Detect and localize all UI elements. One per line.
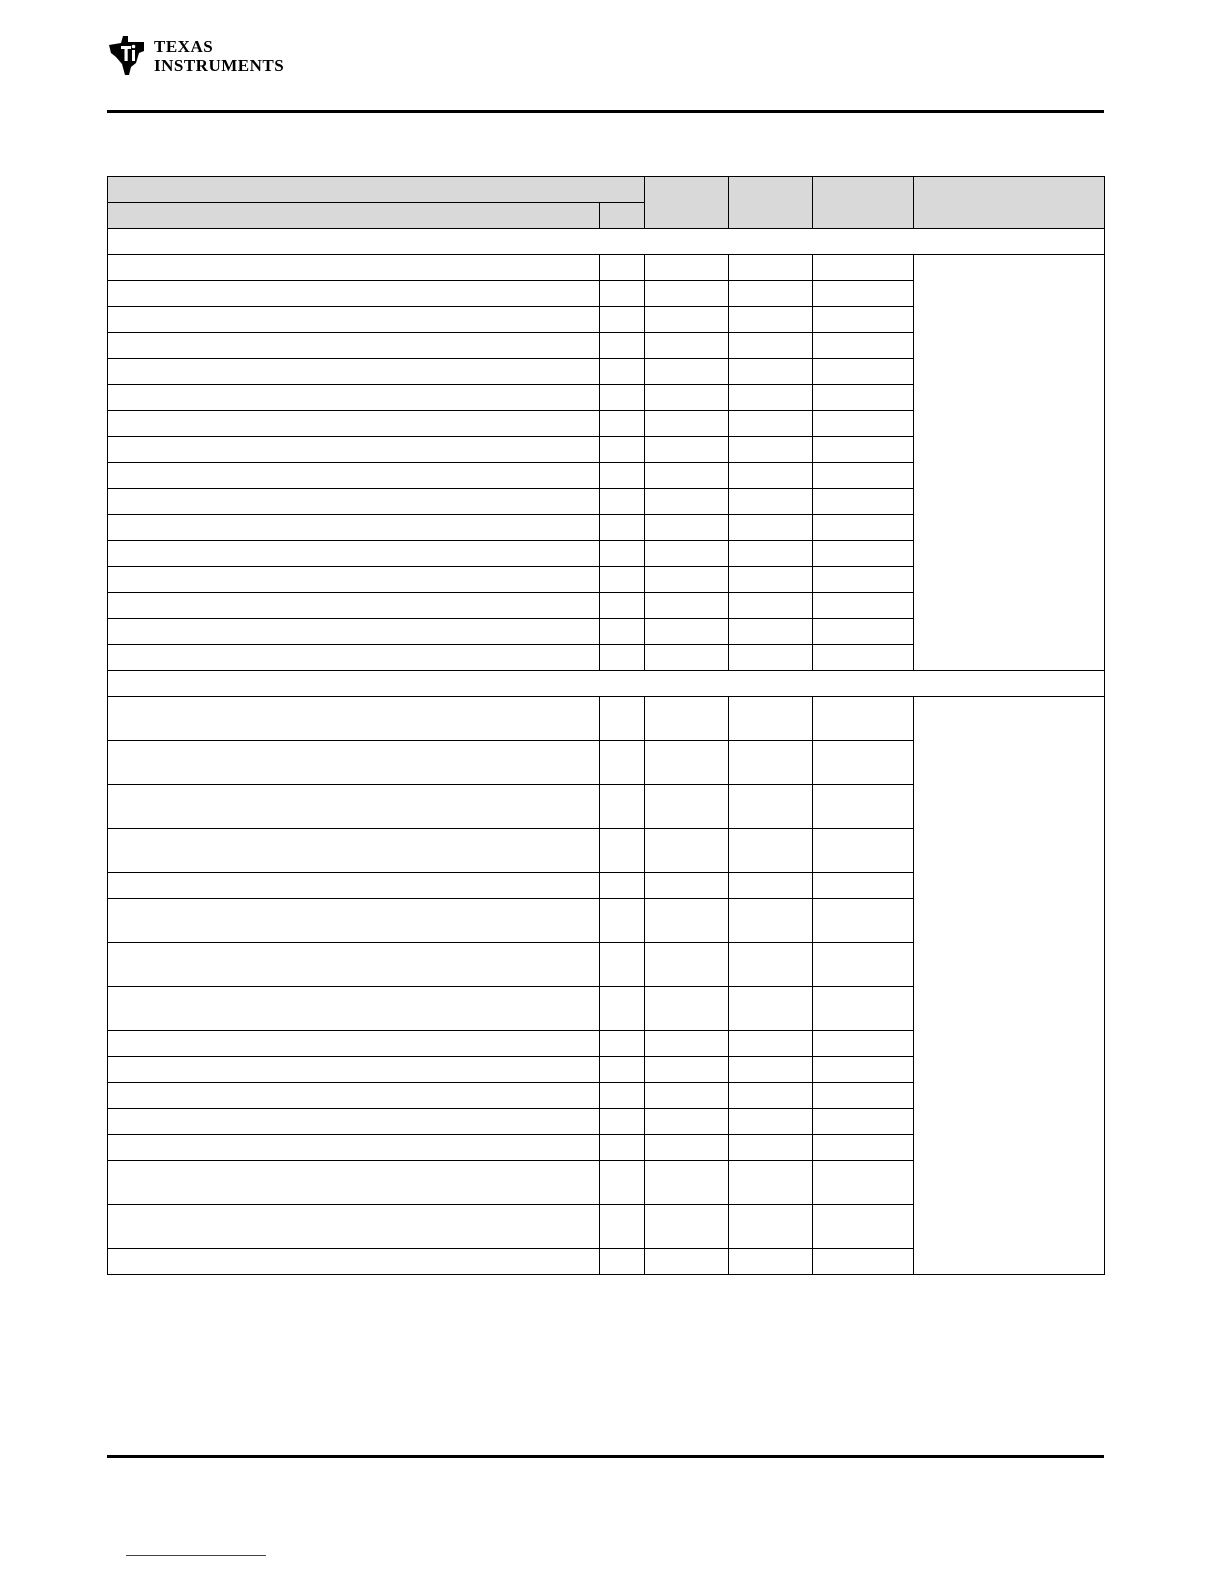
brand-line-2: INSTRUMENTS <box>154 56 285 75</box>
section-cell <box>108 229 1105 255</box>
table-cell <box>813 567 914 593</box>
table-cell <box>813 255 914 281</box>
table-cell <box>645 899 729 943</box>
section-cell <box>108 671 1105 697</box>
table-cell <box>645 1249 729 1275</box>
table-cell <box>729 1249 813 1275</box>
table-cell <box>108 437 600 463</box>
table-cell <box>729 873 813 899</box>
table-cell <box>600 333 645 359</box>
table-cell <box>600 1249 645 1275</box>
table-header-row <box>108 177 1105 203</box>
table-cell <box>729 1109 813 1135</box>
table-cell <box>600 1057 645 1083</box>
table-cell <box>645 1057 729 1083</box>
table-cell <box>108 697 600 741</box>
table-cell <box>729 1057 813 1083</box>
merged-cell <box>914 255 1105 671</box>
header-cell <box>729 177 813 229</box>
table-cell <box>600 943 645 987</box>
table-cell <box>729 1083 813 1109</box>
table-cell <box>813 1161 914 1205</box>
table-cell <box>600 1109 645 1135</box>
table-cell <box>645 489 729 515</box>
table-cell <box>729 385 813 411</box>
header-cell <box>645 177 729 229</box>
table-cell <box>108 411 600 437</box>
table-cell <box>645 359 729 385</box>
table-cell <box>813 307 914 333</box>
footer-link-underline[interactable] <box>126 1555 266 1556</box>
table-cell <box>108 873 600 899</box>
table-cell <box>729 541 813 567</box>
table-cell <box>108 515 600 541</box>
table-cell <box>813 785 914 829</box>
table-cell <box>600 741 645 785</box>
table-cell <box>600 645 645 671</box>
table-cell <box>813 987 914 1031</box>
table-cell <box>729 645 813 671</box>
table-cell <box>645 463 729 489</box>
table-cell <box>108 593 600 619</box>
table-cell <box>600 1205 645 1249</box>
table-cell <box>729 437 813 463</box>
header-cell <box>108 177 645 203</box>
table-cell <box>108 255 600 281</box>
header-cell <box>813 177 914 229</box>
table-cell <box>645 1109 729 1135</box>
table-cell <box>108 899 600 943</box>
header-cell <box>600 203 645 229</box>
table-cell <box>108 619 600 645</box>
table-cell <box>729 785 813 829</box>
table-cell <box>600 619 645 645</box>
table-cell <box>645 515 729 541</box>
table-cell <box>600 567 645 593</box>
table-cell <box>600 307 645 333</box>
table-cell <box>600 463 645 489</box>
table-cell <box>729 255 813 281</box>
table-cell <box>108 567 600 593</box>
table-cell <box>813 619 914 645</box>
table-cell <box>108 333 600 359</box>
ti-logo <box>106 33 296 81</box>
table-cell <box>645 1205 729 1249</box>
table-cell <box>645 593 729 619</box>
table-cell <box>600 489 645 515</box>
table-cell <box>729 593 813 619</box>
table-cell <box>645 619 729 645</box>
table-cell <box>108 463 600 489</box>
table-cell <box>108 307 600 333</box>
table-cell <box>813 463 914 489</box>
table-cell <box>600 593 645 619</box>
table-cell <box>813 385 914 411</box>
table-cell <box>813 1057 914 1083</box>
table-cell <box>108 1135 600 1161</box>
table-cell <box>645 645 729 671</box>
table-cell <box>729 741 813 785</box>
table-row <box>108 255 1105 281</box>
table-cell <box>813 829 914 873</box>
table-cell <box>813 1083 914 1109</box>
table-cell <box>645 1161 729 1205</box>
table-cell <box>645 567 729 593</box>
table-cell <box>813 593 914 619</box>
table-cell <box>813 645 914 671</box>
table-cell <box>729 943 813 987</box>
table-cell <box>813 489 914 515</box>
table-cell <box>729 1205 813 1249</box>
table-cell <box>645 785 729 829</box>
table-cell <box>600 359 645 385</box>
table-cell <box>813 437 914 463</box>
header-rule <box>107 110 1104 113</box>
table-cell <box>600 829 645 873</box>
table-cell <box>645 385 729 411</box>
table-cell <box>108 1057 600 1083</box>
table-cell <box>645 437 729 463</box>
table-cell <box>729 281 813 307</box>
table-cell <box>813 333 914 359</box>
table-cell <box>729 1031 813 1057</box>
table-cell <box>108 785 600 829</box>
table-cell <box>729 567 813 593</box>
table-cell <box>813 697 914 741</box>
table-cell <box>645 1135 729 1161</box>
table-cell <box>108 281 600 307</box>
table-cell <box>600 899 645 943</box>
table-cell <box>108 741 600 785</box>
table-cell <box>813 1135 914 1161</box>
table-cell <box>108 1249 600 1275</box>
table-cell <box>600 1135 645 1161</box>
brand-wordmark <box>154 37 284 75</box>
table-cell <box>813 873 914 899</box>
table-cell <box>108 829 600 873</box>
table-cell <box>108 1205 600 1249</box>
table-cell <box>729 987 813 1031</box>
table-cell <box>600 515 645 541</box>
table-cell <box>645 411 729 437</box>
table-cell <box>645 943 729 987</box>
table-cell <box>645 333 729 359</box>
table-cell <box>108 1161 600 1205</box>
table-cell <box>108 385 600 411</box>
table-cell <box>600 785 645 829</box>
table-cell <box>108 359 600 385</box>
table-cell <box>600 697 645 741</box>
table-cell <box>813 281 914 307</box>
table-cell <box>729 463 813 489</box>
table-cell <box>600 411 645 437</box>
section-row <box>108 671 1105 697</box>
table-cell <box>645 873 729 899</box>
table-cell <box>600 437 645 463</box>
table-cell <box>108 943 600 987</box>
table-cell <box>600 1083 645 1109</box>
table-cell <box>813 899 914 943</box>
table-cell <box>813 411 914 437</box>
table-cell <box>600 873 645 899</box>
table-cell <box>813 1031 914 1057</box>
table-row <box>108 697 1105 741</box>
merged-cell <box>914 697 1105 1275</box>
table-cell <box>645 829 729 873</box>
table-cell <box>729 1161 813 1205</box>
table-cell <box>729 829 813 873</box>
table-cell <box>600 1161 645 1205</box>
table-cell <box>729 1135 813 1161</box>
table-cell <box>729 307 813 333</box>
table-cell <box>729 899 813 943</box>
brand-line-1: TEXAS <box>154 37 214 56</box>
section-row <box>108 229 1105 255</box>
header-cell <box>108 203 600 229</box>
table-cell <box>108 1109 600 1135</box>
table-cell <box>813 515 914 541</box>
table-cell <box>600 541 645 567</box>
table-cell <box>645 307 729 333</box>
ti-logo-icon <box>106 33 148 77</box>
table-cell <box>813 741 914 785</box>
table-cell <box>729 333 813 359</box>
table-cell <box>645 1083 729 1109</box>
table-cell <box>645 1031 729 1057</box>
spec-table <box>107 176 1105 1275</box>
table-cell <box>600 1031 645 1057</box>
footer-rule <box>107 1455 1104 1458</box>
table-cell <box>600 987 645 1031</box>
table-cell <box>729 411 813 437</box>
table-cell <box>645 255 729 281</box>
table-cell <box>645 741 729 785</box>
table-cell <box>729 619 813 645</box>
table-cell <box>645 281 729 307</box>
table-cell <box>645 697 729 741</box>
table-cell <box>729 697 813 741</box>
table-cell <box>645 541 729 567</box>
table-cell <box>813 1205 914 1249</box>
table-cell <box>108 541 600 567</box>
table-cell <box>729 489 813 515</box>
table-cell <box>108 1031 600 1057</box>
table-cell <box>600 281 645 307</box>
table-cell <box>108 987 600 1031</box>
table-cell <box>600 385 645 411</box>
table-cell <box>645 987 729 1031</box>
table-cell <box>108 489 600 515</box>
table-cell <box>108 645 600 671</box>
table-cell <box>813 541 914 567</box>
table-cell <box>813 1109 914 1135</box>
table-cell <box>813 359 914 385</box>
table-cell <box>729 359 813 385</box>
table-cell <box>729 515 813 541</box>
table-cell <box>108 1083 600 1109</box>
table-cell <box>813 1249 914 1275</box>
table-cell <box>813 943 914 987</box>
table-cell <box>600 255 645 281</box>
header-cell <box>914 177 1105 229</box>
